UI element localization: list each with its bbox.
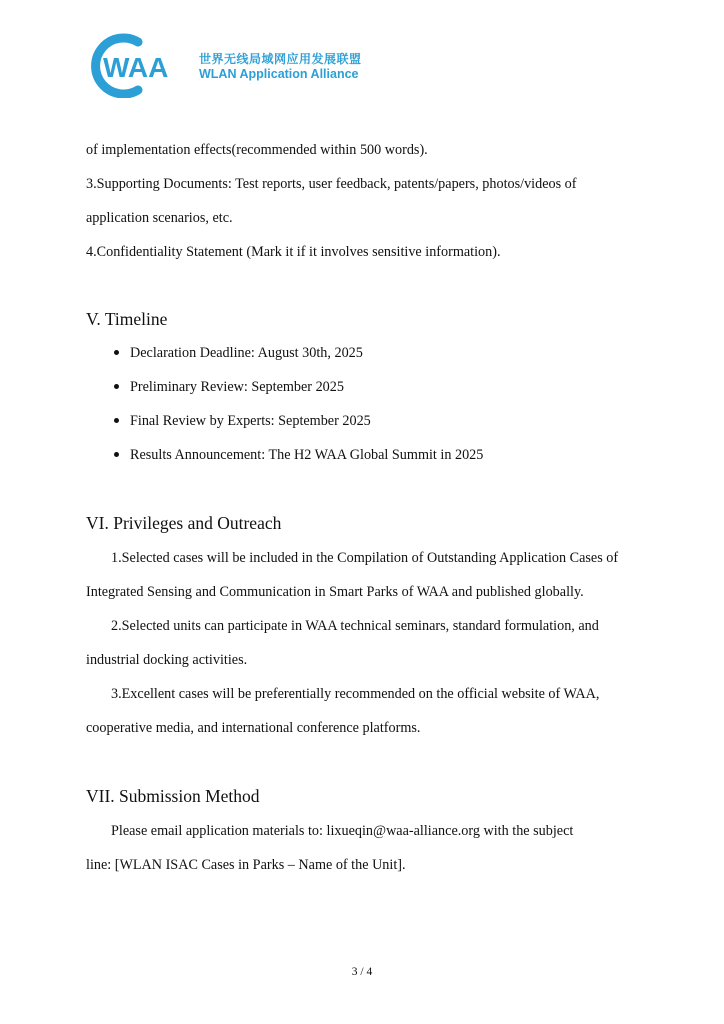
intro-line: 4.Confidentiality Statement (Mark it if it involves sensitive information). (86, 244, 501, 260)
logo-text-english: WLAN Application Alliance (199, 67, 359, 81)
list-item (112, 448, 483, 482)
header-logo (86, 32, 386, 98)
logo-mark-text: WAA (103, 52, 169, 83)
page-number: 3 / 4 (351, 966, 373, 978)
list-item (112, 414, 483, 448)
privileges-line: cooperative media, and international conference platforms. (86, 720, 421, 736)
intro-line: of implementation effects(recommended within 500 words). (86, 142, 428, 158)
section-title-privileges: VI. Privileges and Outreach (86, 513, 282, 533)
section-title-timeline: V. Timeline (86, 309, 168, 329)
timeline-item-text: Preliminary Review: September 2025 (130, 379, 344, 395)
submission-line: Please email application materials to: lixueqin@waa-alliance.org with the subject (111, 823, 574, 839)
privileges-line: Integrated Sensing and Communication in Smart Parks of WAA and published globally. (86, 584, 584, 600)
privileges-line: 2.Selected units can participate in WAA technical seminars, standard formulation, and (111, 618, 599, 634)
waa-logo-icon (86, 32, 186, 98)
timeline-list (112, 346, 483, 482)
bullet-icon (114, 452, 119, 457)
bullet-icon (114, 418, 119, 423)
intro-line: 3.Supporting Documents: Test reports, user feedback, patents/papers, photos/videos of (86, 176, 577, 192)
intro-line: application scenarios, etc. (86, 210, 233, 226)
submission-line: line: [WLAN ISAC Cases in Parks – Name of the Unit]. (86, 857, 406, 873)
list-item (112, 380, 483, 414)
timeline-item-text: Final Review by Experts: September 2025 (130, 413, 371, 429)
section-title-submission: VII. Submission Method (86, 786, 260, 806)
timeline-item-text: Declaration Deadline: August 30th, 2025 (130, 345, 363, 361)
privileges-line: 1.Selected cases will be included in the Compilation of Outstanding Application Cases of (111, 550, 619, 566)
logo-text-chinese: 世界无线局域网应用发展联盟 (199, 52, 362, 66)
bullet-icon (114, 350, 119, 355)
timeline-item-text: Results Announcement: The H2 WAA Global Summit in 2025 (130, 447, 484, 463)
privileges-line: 3.Excellent cases will be preferentially recommended on the official website of WAA, (111, 686, 600, 702)
privileges-line: industrial docking activities. (86, 652, 248, 668)
bullet-icon (114, 384, 119, 389)
list-item (112, 346, 483, 380)
